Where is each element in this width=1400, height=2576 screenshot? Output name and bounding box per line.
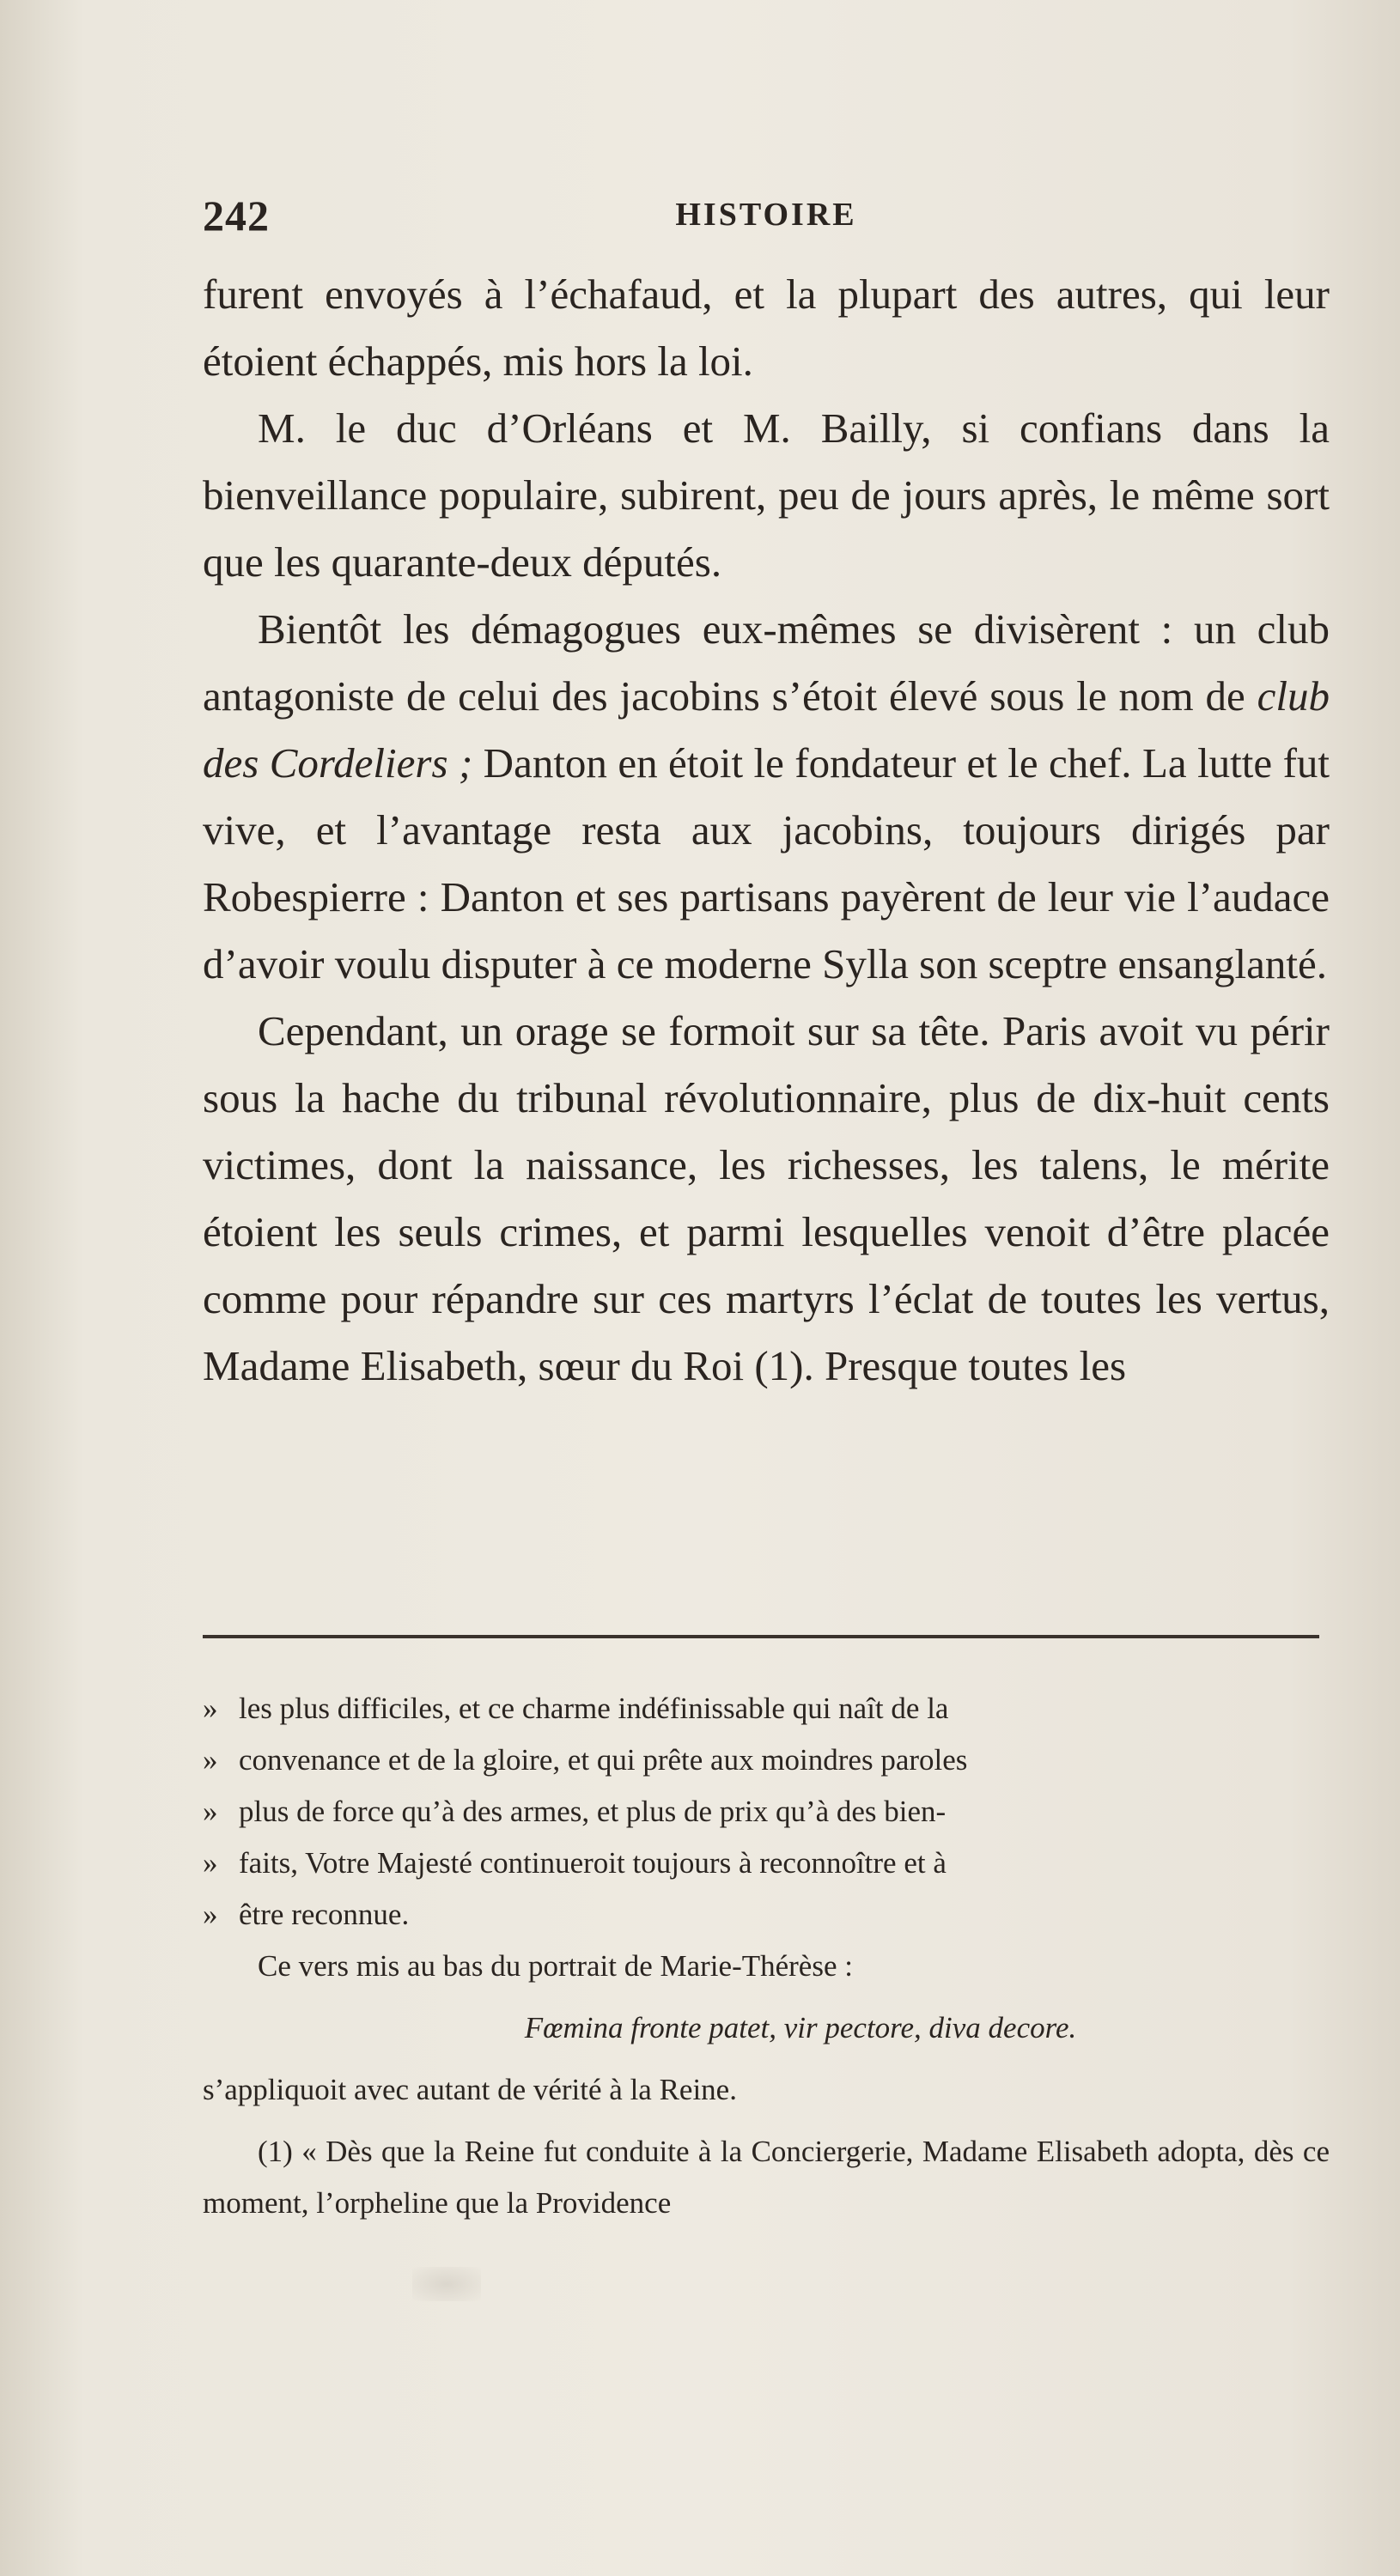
quote-mark: » [203, 1795, 218, 1828]
quote-mark: » [203, 1846, 218, 1880]
quote-line [203, 1735, 1330, 1786]
quote-line [203, 1838, 1330, 1889]
quote-line [203, 1786, 1330, 1838]
quote-line-text: faits, Votre Majesté continueroit toujours à reconnoître et à [239, 1846, 947, 1880]
main-text [203, 261, 1330, 1400]
paragraph-3-text-a: Bientôt les démagogues eux-mêmes se divisèrent : un club antagoniste de celui des jacobins s’étoit élevé sous le nom de [203, 605, 1330, 720]
footnote-rule [203, 1635, 1319, 1638]
latin-verse: Fœmina fronte patet, vir pectore, diva decore. [524, 2011, 1077, 2044]
paragraph-2: M. le duc d’Orléans et M. Bailly, si confians dans la bienveillance populaire, subirent, peu de jours après, le même sort que les quarante-deux députés. [203, 404, 1330, 586]
quote-line [203, 1889, 1330, 1941]
club-name-italic: club des Cordeliers ; [203, 672, 1330, 787]
verse-comment: s’appliquoit avec autant de vérité à la Reine. [203, 2073, 737, 2106]
paragraph-1: furent envoyés à l’échafaud, et la plupart des autres, qui leur étoient échappés, mis hors la loi. [203, 270, 1330, 385]
quote-mark: » [203, 1898, 218, 1931]
verse-intro: Ce vers mis au bas du portrait de Marie-Thérèse : [258, 1949, 853, 1983]
ink-smudge [412, 2267, 481, 2301]
quote-line-text: convenance et de la gloire, et qui prête aux moindres paroles [239, 1743, 968, 1777]
quote-line-text: plus de force qu’à des armes, et plus de prix qu’à des bien- [239, 1795, 947, 1828]
paragraph-3 [203, 596, 1330, 998]
quote-mark: » [203, 1743, 218, 1777]
quote-line-text: être reconnue. [239, 1898, 410, 1931]
paragraph-4: Cependant, un orage se formoit sur sa tête. Paris avoit vu périr sous la hache du tribunal révolutionnaire, plus de dix-huit cents victimes, dont la naissance, les richesses, les talens, le mérite étoient les seuls crimes, et parmi lesquelles venoit d’être placée comme pour répandre sur ces martyrs l’éclat de toutes les vertus, Madame Elisabeth, sœur du Roi (1). Presque toutes les [203, 1007, 1330, 1389]
paragraph-3-text-b: Danton en étoit le fondateur et le chef. La lutte fut vive, et l’avantage resta aux jacobins, toujours dirigés par Robespierre : Danton et ses partisans payèrent de leur vie l’audace d’avoir voulu disputer à ce moderne Sylla son sceptre ensanglanté. [203, 739, 1330, 987]
footnote-1: (1) « Dès que la Reine fut conduite à la Conciergerie, Madame Elisabeth adopta, dès ce moment, l’orpheline que la Providence [203, 2135, 1330, 2220]
footnotes [203, 1683, 1330, 2229]
quote-line [203, 1683, 1330, 1735]
page-number: 242 [203, 191, 270, 240]
quote-line-text: les plus difficiles, et ce charme indéfinissable qui naît de la [239, 1692, 949, 1725]
running-head: HISTOIRE [675, 197, 857, 233]
quote-mark: » [203, 1692, 218, 1725]
page-header [203, 191, 1330, 242]
